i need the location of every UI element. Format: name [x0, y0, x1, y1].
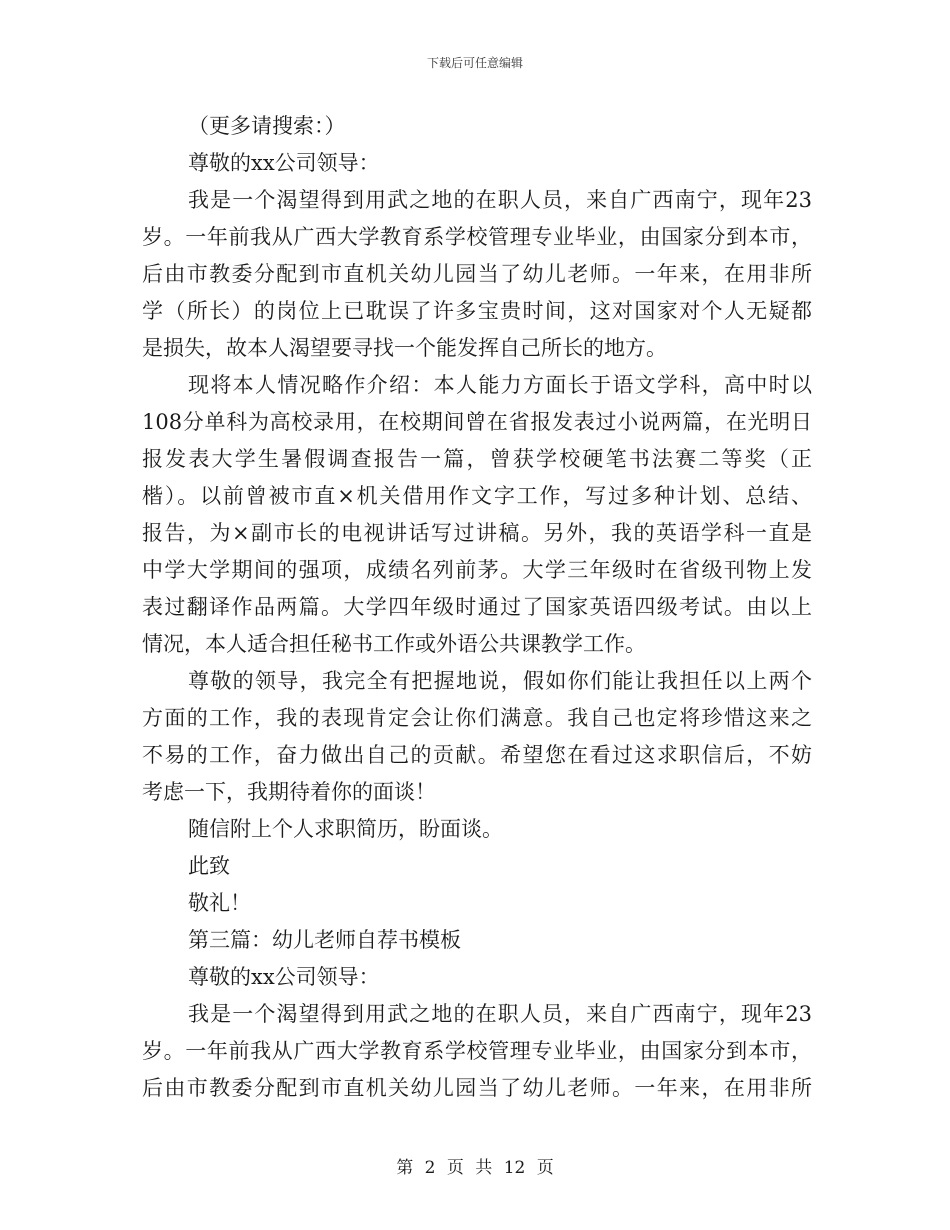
text-line: 随信附上个人求职简历，盼面谈。 [188, 817, 503, 841]
text-line: 108分单科为高校录用，在校期间曾在省报发表过小说两篇，在光明日 [142, 410, 812, 434]
text-line: 敬礼！ [188, 891, 251, 915]
text-line: 我是一个渴望得到用武之地的在职人员，来自广西南宁，现年23 [188, 188, 812, 212]
text-line: 我是一个渴望得到用武之地的在职人员，来自广西南宁，现年23 [188, 1002, 812, 1026]
text-line: （更多请搜索：） [188, 114, 346, 138]
text-line: 表过翻译作品两篇。大学四年级时通过了国家英语四级考试。由以上 [142, 595, 812, 619]
text-line: 现将本人情况略作介绍：本人能力方面长于语文学科，高中时以 [188, 373, 812, 397]
text-line: 楷）。以前曾被市直×机关借用作文字工作，写过多种计划、总结、 [142, 484, 812, 508]
text-line: 尊敬的xx公司领导： [188, 151, 380, 175]
text-line: 后由市教委分配到市直机关幼儿园当了幼儿老师。一年来，在用非所 [142, 1076, 812, 1100]
text-line: 中学大学期间的强项，成绩名列前茅。大学三年级时在省级刊物上发 [142, 558, 812, 582]
text-line: 岁。一年前我从广西大学教育系学校管理专业毕业，由国家分到本市， [142, 1039, 812, 1063]
text-line: 尊敬的领导，我完全有把握地说，假如你们能让我担任以上两个 [188, 669, 812, 693]
page-footer: 第 2 页 共 12 页 [396, 1158, 554, 1178]
text-line: 报告，为×副市长的电视讲话写过讲稿。另外，我的英语学科一直是 [142, 521, 812, 545]
text-line: 尊敬的xx公司领导： [188, 965, 380, 989]
text-line: 此致 [188, 854, 230, 878]
text-line: 学（所长）的岗位上已耽误了许多宝贵时间，这对国家对个人无疑都 [142, 299, 812, 323]
text-line: 报发表大学生暑假调查报告一篇，曾获学校硬笔书法赛二等奖（正 [142, 447, 812, 471]
text-line: 方面的工作，我的表现肯定会让你们满意。我自己也定将珍惜这来之 [142, 706, 812, 730]
page-header: 下载后可任意编辑 [426, 56, 523, 70]
text-line: 后由市教委分配到市直机关幼儿园当了幼儿老师。一年来，在用非所 [142, 262, 812, 286]
text-line: 岁。一年前我从广西大学教育系学校管理专业毕业，由国家分到本市， [142, 225, 812, 249]
text-line: 第三篇：幼儿老师自荐书模板 [188, 928, 461, 952]
text-line: 情况，本人适合担任秘书工作或外语公共课教学工作。 [142, 632, 646, 656]
text-line: 是损失，故本人渴望要寻找一个能发挥自己所长的地方。 [142, 336, 667, 360]
text-line: 考虑一下，我期待着你的面谈！ [142, 780, 436, 804]
text-line: 不易的工作，奋力做出自己的贡献。希望您在看过这求职信后，不妨 [142, 743, 812, 767]
document-body [142, 108, 812, 1107]
